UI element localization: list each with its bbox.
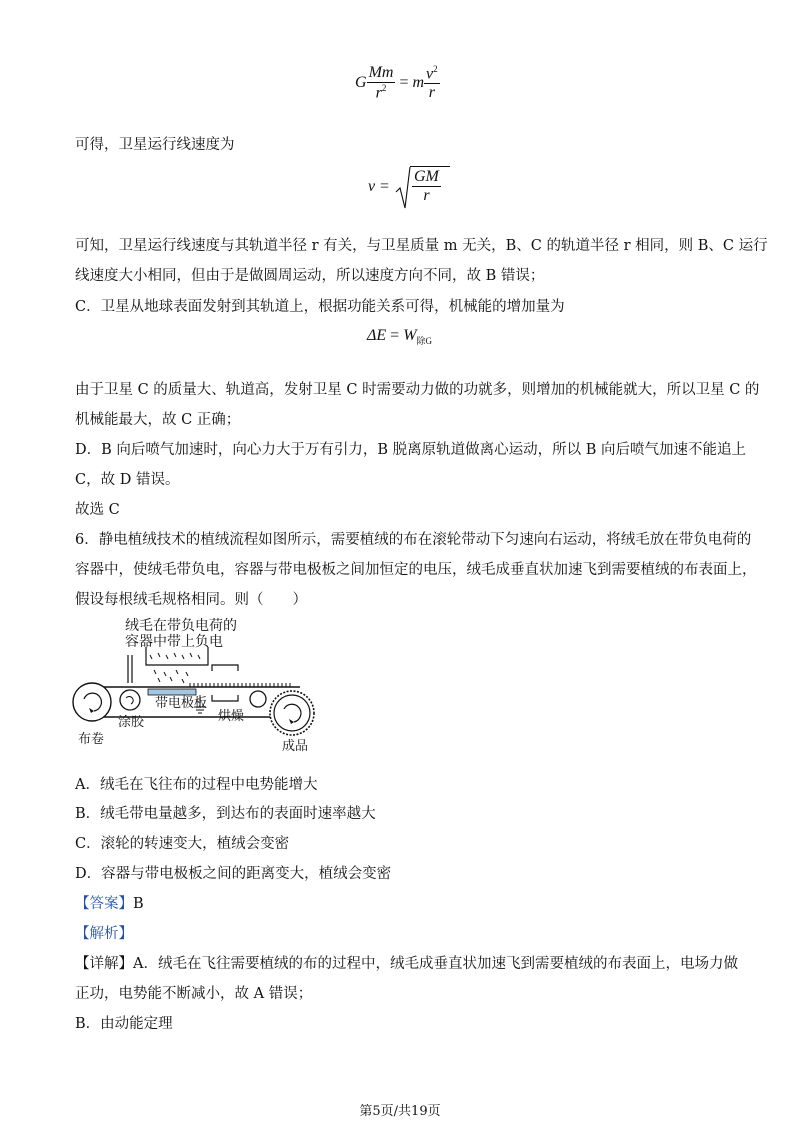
sqrt-sign-icon <box>395 166 411 210</box>
label-container: 容器中带上负电 <box>125 634 223 650</box>
answer-tag: 【答案】 <box>75 896 133 912</box>
formula-energy: $\Delta E = W_{除G}$ <box>367 327 433 347</box>
label-roll: 布卷 <box>78 732 105 747</box>
question-stem: 假设每根绒毛规格相同。则（ ） <box>75 592 307 608</box>
fraction-gm-r: $\frac{GM}{r}$ <box>414 168 439 204</box>
label-plate: 带电极板 <box>155 696 208 711</box>
text-line: 机械能最大，故 C 正确； <box>75 412 241 428</box>
text-line: 由于卫星 C 的质量大、轨道高，发射卫星 C 时需要动力做的功就多，则增加的机械能就大，所以卫星 C 的 <box>75 382 760 398</box>
document-page: G $\frac{Mm}{r^2}$ = m $\frac{v^2}{r}$ 可得，卫星运行线速度为 v = $\frac{GM}{r}$ 可知，卫星运行线速度与其轨道半径 r 有关，与卫星质量 m 无关，B、C 的轨道半径 r 相同，则 B、C 运行 线速度大小相同，但由于是做圆周运动，所以速度方向不同，故 B 错误； C．卫星从地球表面发射到其轨道上，根据功能关系可得，机械能的增加量为 $\Delta E = W_{除G}$ 由于卫星 C 的质量大、轨道高，发射卫星 C 时需要动力做的功就多，则增加的机械能就大，所以卫星 C 的 机械能最大，故 C 正确； D．B 向后喷气加速时，向心力大于万有引力，B 脱离原轨道做离心运动，所以 B 向后喷气加速不能追上 C，故 D 错误。 故选 C 6．静电植绒技术的植绒流程如图所示，需要植绒的布在滚轮带动下匀速向右运动，将绒毛放在带负电荷的 容器中，使绒毛带负电，容器与带电极板之间加恒定的电压，绒毛成垂直状加速飞到需要植绒的布表面上， 假设每根绒毛规格相同。则（ ） 绒毛在带负电荷的 容器中带上负电 带电极板 涂胶 烘燥 布卷 成品 A．绒毛在飞往布的过程中电势能增大 B．绒毛带电量越多，到达布的表面时速率越大 C．滚轮的转速变大，植绒会变密 D．容器与带电极板之间的距离变大，植绒会变密 【答案】B 【解析】 【详解】A．绒毛在飞往需要植绒的布的过程中，绒毛成垂直状加速飞到需要植绒的布表面上，电场力做 正功，电势能不断减小，故 A 错误； B．由动能定理 第5页/共19页 <box>0 0 800 1132</box>
text-line: C．卫星从地球表面发射到其轨道上，根据功能关系可得，机械能的增加量为 <box>75 299 565 315</box>
text-line: C，故 D 错误。 <box>75 472 180 488</box>
analysis-tag: 【解析】 <box>75 926 133 942</box>
question-stem: 容器中，使绒毛带负电，容器与带电极板之间加恒定的电压，绒毛成垂直状加速飞到需要植绒的布表面上， <box>75 562 757 578</box>
text-line: D．B 向后喷气加速时，向心力大于万有引力，B 脱离原轨道做离心运动，所以 B 向后喷气加速不能追上 <box>75 442 747 458</box>
option-b: B．绒毛带电量越多，到达布的表面时速率越大 <box>75 806 376 822</box>
flocking-diagram <box>70 615 330 755</box>
option-c: C．滚轮的转速变大，植绒会变密 <box>75 836 290 852</box>
text-line: 可得，卫星运行线速度为 <box>75 137 235 153</box>
answer-value: B <box>133 896 144 912</box>
question-stem: 6．静电植绒技术的植绒流程如图所示，需要植绒的布在滚轮带动下匀速向右运动，将绒毛放在带负电荷的 <box>75 532 752 548</box>
answer-line <box>75 894 735 914</box>
label-container: 绒毛在带负电荷的 <box>125 618 237 634</box>
option-d: D．容器与带电极板之间的距离变大，植绒会变密 <box>75 866 392 882</box>
label-glue: 涂胶 <box>118 715 145 730</box>
text-line: 线速度大小相同，但由于是做圆周运动，所以速度方向不同，故 B 错误； <box>75 268 545 284</box>
detail-line <box>75 954 738 974</box>
diagram-drawing <box>70 615 330 755</box>
detail-tag: 【详解】 <box>75 956 133 972</box>
text-line: 故选 C <box>75 502 120 518</box>
detail-text: A．绒毛在飞往需要植绒的布的过程中，绒毛成垂直状加速飞到需要植绒的布表面上，电场力做 <box>133 956 738 972</box>
text-line: 正功，电势能不断减小，故 A 错误； <box>75 986 313 1002</box>
formula-g: G <box>355 73 367 91</box>
text-line: 可知，卫星运行线速度与其轨道半径 r 有关，与卫星质量 m 无关，B、C 的轨道半径 r 相同，则 B、C 运行 <box>75 238 768 254</box>
label-dry: 烘燥 <box>218 709 245 724</box>
fraction-mm-r2: $\frac{Mm}{r^2}$ <box>368 64 394 102</box>
formula-gravitation: G $\frac{Mm}{r^2}$ = m $\frac{v^2}{r}$ <box>355 64 438 102</box>
analysis-line <box>75 924 735 944</box>
label-product: 成品 <box>282 739 309 754</box>
fraction-v2-r: $\frac{v^2}{r}$ <box>426 64 438 102</box>
option-a: A．绒毛在飞往布的过程中电势能增大 <box>75 777 318 793</box>
page-footer: 第5页/共19页 <box>359 1104 441 1119</box>
text-line: B．由动能定理 <box>75 1016 173 1032</box>
